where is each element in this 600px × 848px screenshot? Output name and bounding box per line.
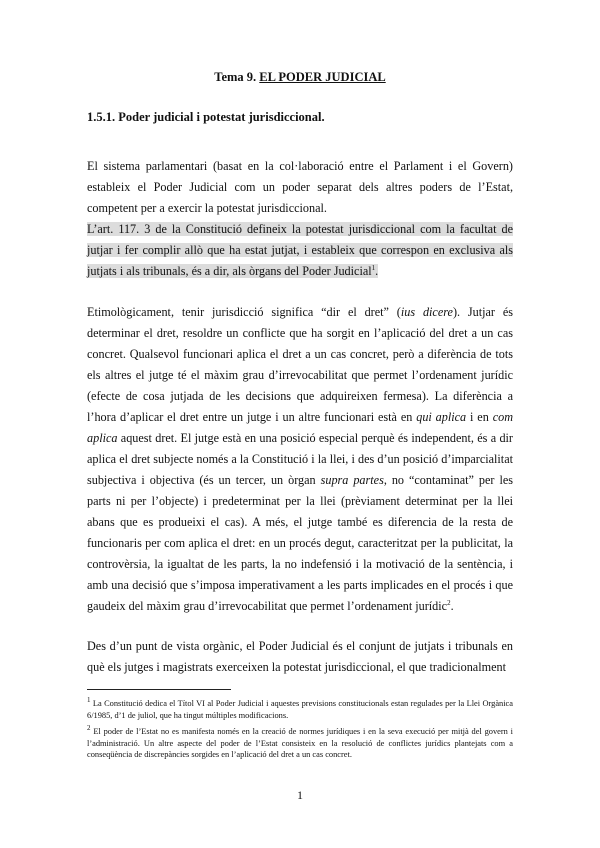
- footnote-2-number: 2: [87, 724, 91, 733]
- p2-italic-4: supra partes: [320, 473, 384, 487]
- p2-italic-1: ius dicere: [400, 305, 453, 319]
- footnote-2-text: El poder de l’Estat no es manifesta només en la creació de normes jurídiques i en la seva execució per mitjà del govern i l’administració. Un altre aspecte del poder de l’Estat consisteix en la resolució de conflictes jurídics plantejats com a conseqüència de discrepàncies sorgides en l’aplicació del dret a un cas concret.: [87, 727, 513, 759]
- section-heading: 1.5.1. Poder judicial i potestat jurisdiccional.: [87, 110, 325, 124]
- paragraph-1-text: El sistema parlamentari (basat en la col·laboració entre el Parlament i el Govern) estableix el Poder Judicial com un poder separat dels altres poders de l’Estat, competent per a exercir la potestat jurisdiccional.: [87, 159, 513, 215]
- p2-text-4: aquest dret. El jutge està en una posició especial perquè és independent, és a dir aplica el dret subjecte només a la Constitució i la llei, i des d’un posició d’imparcialitat subjectiva i objectiva (és un tercer, un òrgan: [87, 431, 513, 487]
- footnote-separator: [87, 689, 231, 690]
- page-number: 1: [297, 788, 303, 802]
- footnote-1: [87, 698, 513, 721]
- highlighted-passage: L’art. 117. 3 de la Constitució defineix la potestat jurisdiccional com la facultat de jutjar i fer complir allò que ha estat jutjat, i estableix que correspon en exclusiva als jutjats i als tribunals, és a dir, als òrgans del Poder Judicial$^1$.: [87, 222, 513, 278]
- footnote-1-text: La Constitució dedica el Títol VI al Poder Judicial i aquestes previsions constitucionals estan regulades per la Llei Orgànica 6/1985, d’1 de juliol, que ha tingut múltiples modificacions.: [87, 699, 513, 720]
- p2-text-2: ). Jutjar és determinar el dret, resoldre un conflicte que ha sorgit en l’aplicació del dret a un cas concret. Qualsevol funcionari aplica el dret a un cas concret, però a diferència de tots els altres el jutge té el màxim grau d’irrevocabilitat que permet l’ordenament jurídic (efecte de cosa jutjada de les decisions que adquireixen fermesa). La diferència a l’hora d’aplicar el dret entre un jutge i un altre funcionari està en: [87, 305, 513, 424]
- footnote-ref-1[interactable]: 1: [371, 263, 376, 272]
- paragraph-1: [87, 156, 513, 282]
- p2-italic-3: com aplica: [87, 410, 513, 445]
- footnote-ref-2[interactable]: 2: [447, 598, 451, 607]
- footnote-2: [87, 726, 513, 761]
- paragraph-2: [87, 302, 513, 617]
- page-title: [0, 70, 600, 85]
- p2-text-6: .: [450, 599, 454, 613]
- p2-italic-2: qui aplica: [416, 410, 467, 424]
- paragraph-3: [87, 636, 513, 678]
- highlighted-text: L’art. 117. 3 de la Constitució defineix la potestat jurisdiccional com la facultat de jutjar i fer complir allò que ha estat jutjat, i estableix que correspon en exclusiva als jutjats i als tribunals, és a dir, als òrgans del Poder Judicial: [87, 222, 513, 278]
- title-main: EL PODER JUDICIAL: [259, 70, 386, 84]
- p2-text-3: i en: [466, 410, 493, 424]
- paragraph-3-text: Des d’un punt de vista orgànic, el Poder Judicial és el conjunt de jutjats i tribunals en què els jutges i magistrats exerceixen la potestat jurisdiccional, el que tradicionalment: [87, 639, 513, 674]
- title-prefix: Tema 9.: [214, 70, 260, 84]
- p2-text-5: , no “contaminat” per les parts ni per l’objecte) i predeterminat per la llei (prèviament determinat per la llei abans que es produeixi el cas). A més, el jutge també es diferencia de la resta de funcionaris per com aplica el dret: en un procés degut, caracteritzat per la publicitat, la controvèrsia, la igualtat de les parts, la no indefensió i la motivació de la sentència, i amb una decisió que s’imposa imperativament a les parts implicades en el procés i que gaudeix del màxim grau d’irrevocabilitat que permet l’ordenament jurídic: [87, 473, 513, 613]
- p2-text-1: Etimològicament, tenir jurisdicció significa “dir el dret” (: [87, 305, 401, 319]
- footnote-1-number: 1: [87, 696, 91, 705]
